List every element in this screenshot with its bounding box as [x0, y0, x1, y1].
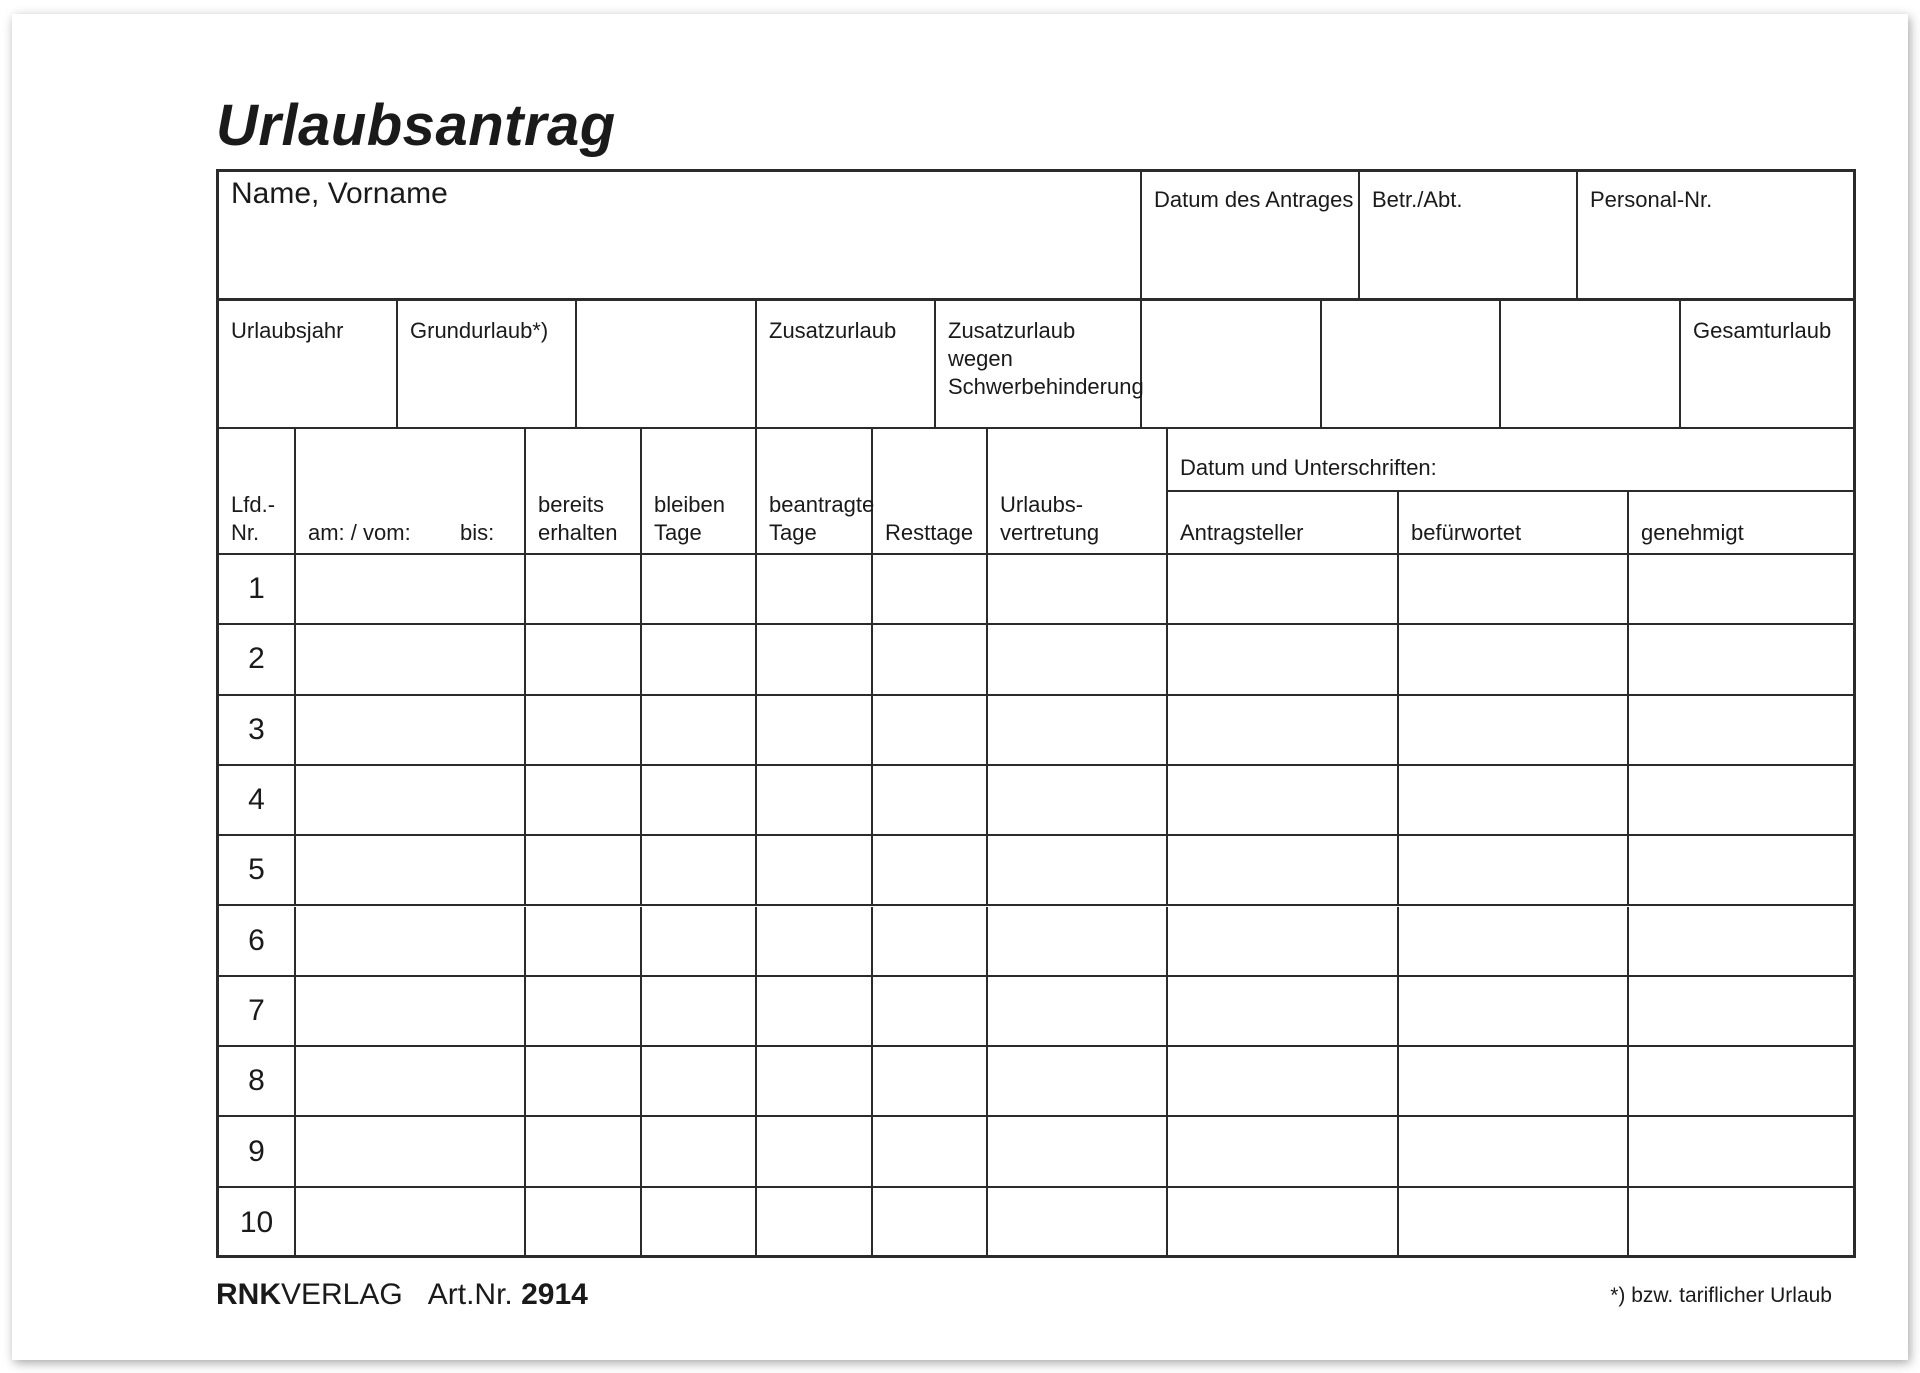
applicant-signature-cell[interactable] [1168, 555, 1399, 625]
rest-days-cell[interactable] [873, 555, 988, 625]
requested-cell[interactable] [757, 907, 873, 977]
recommended-signature-cell[interactable] [1399, 1047, 1629, 1117]
row-number-label: 2 [248, 642, 265, 676]
row-number-label: 9 [248, 1134, 265, 1168]
personnel-number-label: Personal-Nr. [1590, 187, 1713, 212]
remaining-cell[interactable] [642, 696, 757, 766]
applicant-signature-cell[interactable] [1168, 625, 1399, 695]
header-applicant [1168, 492, 1399, 555]
applicant-signature-cell[interactable] [1168, 1047, 1399, 1117]
header-requested-label-2: Tage [769, 520, 817, 545]
approved-signature-cell[interactable] [1629, 696, 1853, 766]
name-field[interactable] [219, 172, 1142, 300]
header-received-label-2: erhalten [538, 520, 618, 545]
disability-vacation-field[interactable] [936, 301, 1142, 429]
substitute-cell[interactable] [988, 1117, 1168, 1187]
requested-cell[interactable] [757, 696, 873, 766]
received-cell[interactable] [526, 977, 642, 1047]
header-applicant-label: Antragsteller [1180, 520, 1304, 545]
blank-field-1[interactable] [577, 301, 757, 429]
header-recommended-label: befürwortet [1411, 520, 1522, 545]
row-number-label: 7 [248, 993, 265, 1027]
received-cell[interactable] [526, 766, 642, 836]
blank-field-2[interactable] [1142, 301, 1322, 429]
substitute-cell[interactable] [988, 766, 1168, 836]
row-number [219, 907, 296, 977]
rest-days-cell[interactable] [873, 907, 988, 977]
substitute-cell[interactable] [988, 907, 1168, 977]
approved-signature-cell[interactable] [1629, 1188, 1853, 1258]
date-range-cell[interactable] [296, 1188, 526, 1258]
row-number [219, 555, 296, 625]
requested-cell[interactable] [757, 1047, 873, 1117]
requested-cell[interactable] [757, 1117, 873, 1187]
substitute-cell[interactable] [988, 1188, 1168, 1258]
approved-signature-cell[interactable] [1629, 1117, 1853, 1187]
applicant-signature-cell[interactable] [1168, 766, 1399, 836]
blank-field-3[interactable] [1322, 301, 1501, 429]
date-range-cell[interactable] [296, 625, 526, 695]
vacation-year-field[interactable] [219, 301, 398, 429]
header-remaining-label-1: bleiben [654, 492, 725, 517]
total-vacation-field[interactable] [1681, 301, 1853, 429]
remaining-cell[interactable] [642, 766, 757, 836]
date-range-cell[interactable] [296, 1117, 526, 1187]
row-number [219, 1117, 296, 1187]
substitute-cell[interactable] [988, 696, 1168, 766]
header-am-vom-label: am: / vom: [308, 520, 411, 545]
row-number [219, 696, 296, 766]
header-lfd-nr [219, 429, 296, 555]
received-cell[interactable] [526, 836, 642, 906]
rest-days-cell[interactable] [873, 977, 988, 1047]
form-sheet [12, 14, 1908, 1360]
substitute-cell[interactable] [988, 836, 1168, 906]
remaining-cell[interactable] [642, 836, 757, 906]
approved-signature-cell[interactable] [1629, 977, 1853, 1047]
remaining-cell[interactable] [642, 907, 757, 977]
personnel-number-field[interactable] [1578, 172, 1853, 300]
additional-vacation-label: Zusatzurlaub [769, 318, 897, 343]
substitute-cell[interactable] [988, 555, 1168, 625]
remaining-cell[interactable] [642, 625, 757, 695]
rest-days-cell[interactable] [873, 1047, 988, 1117]
publisher-brand: VERLAG [281, 1278, 403, 1311]
row-number [219, 1188, 296, 1258]
total-vacation-label: Gesamturlaub [1693, 318, 1832, 343]
applicant-signature-cell[interactable] [1168, 696, 1399, 766]
form-title: Urlaubsantrag [216, 93, 616, 158]
header-date-range [296, 429, 526, 555]
received-cell[interactable] [526, 1117, 642, 1187]
recommended-signature-cell[interactable] [1399, 836, 1629, 906]
header-lfd-label: Lfd.- [231, 492, 276, 517]
row-number-label: 5 [248, 853, 265, 887]
rest-days-cell[interactable] [873, 696, 988, 766]
requested-cell[interactable] [757, 977, 873, 1047]
disability-vacation-label-2: Schwerbehinderung [948, 374, 1144, 399]
header-substitute-label-2: vertretung [1000, 520, 1100, 545]
row-number-label: 4 [248, 783, 265, 817]
received-cell[interactable] [526, 625, 642, 695]
header-signatures-label: Datum und Unterschriften: [1180, 455, 1437, 480]
approved-signature-cell[interactable] [1629, 625, 1853, 695]
requested-cell[interactable] [757, 836, 873, 906]
requested-cell[interactable] [757, 1188, 873, 1258]
remaining-cell[interactable] [642, 1188, 757, 1258]
remaining-cell[interactable] [642, 1117, 757, 1187]
approved-signature-cell[interactable] [1629, 766, 1853, 836]
recommended-signature-cell[interactable] [1399, 1117, 1629, 1187]
rest-days-cell[interactable] [873, 625, 988, 695]
additional-vacation-field[interactable] [757, 301, 936, 429]
application-date-label: Datum des Antrages [1154, 187, 1354, 212]
applicant-signature-cell[interactable] [1168, 1188, 1399, 1258]
row-number-label: 1 [248, 572, 265, 606]
applicant-signature-cell[interactable] [1168, 836, 1399, 906]
date-range-cell[interactable] [296, 1047, 526, 1117]
row-number [219, 625, 296, 695]
header-received-label-1: bereits [538, 492, 605, 517]
blank-field-4[interactable] [1501, 301, 1681, 429]
header-substitute [988, 429, 1168, 555]
rest-days-cell[interactable] [873, 1117, 988, 1187]
date-range-cell[interactable] [296, 696, 526, 766]
row-number [219, 836, 296, 906]
publisher-info [216, 1278, 588, 1312]
substitute-cell[interactable] [988, 977, 1168, 1047]
recommended-signature-cell[interactable] [1399, 1188, 1629, 1258]
article-label: Art.Nr. [427, 1278, 513, 1311]
requested-cell[interactable] [757, 766, 873, 836]
applicant-signature-cell[interactable] [1168, 1117, 1399, 1187]
approved-signature-cell[interactable] [1629, 836, 1853, 906]
header-rest-days-label: Resttage [885, 520, 974, 545]
received-cell[interactable] [526, 1047, 642, 1117]
date-range-cell[interactable] [296, 977, 526, 1047]
rest-days-cell[interactable] [873, 836, 988, 906]
remaining-cell[interactable] [642, 555, 757, 625]
row-number [219, 1047, 296, 1117]
recommended-signature-cell[interactable] [1399, 907, 1629, 977]
received-cell[interactable] [526, 1188, 642, 1258]
header-approved-label: genehmigt [1641, 520, 1744, 545]
header-nr-label: Nr. [231, 520, 260, 545]
department-field[interactable] [1360, 172, 1578, 300]
header-approved [1629, 492, 1853, 555]
department-label: Betr./Abt. [1372, 187, 1463, 212]
disability-vacation-label-1: Zusatzurlaub wegen [948, 318, 1076, 371]
approved-signature-cell[interactable] [1629, 1047, 1853, 1117]
recommended-signature-cell[interactable] [1399, 766, 1629, 836]
header-requested-label-1: beantragte [769, 492, 875, 517]
requested-cell[interactable] [757, 555, 873, 625]
rest-days-cell[interactable] [873, 1188, 988, 1258]
received-cell[interactable] [526, 555, 642, 625]
rest-days-cell[interactable] [873, 766, 988, 836]
row-number [219, 977, 296, 1047]
recommended-signature-cell[interactable] [1399, 696, 1629, 766]
applicant-signature-cell[interactable] [1168, 907, 1399, 977]
recommended-signature-cell[interactable] [1399, 977, 1629, 1047]
substitute-cell[interactable] [988, 625, 1168, 695]
base-vacation-label: Grundurlaub*) [410, 318, 549, 343]
header-substitute-label-1: Urlaubs- [1000, 492, 1084, 517]
application-date-field[interactable] [1142, 172, 1360, 300]
requested-cell[interactable] [757, 625, 873, 695]
header-rest-days [873, 429, 988, 555]
vacation-request-form [216, 169, 1856, 1258]
header-remaining-label-2: Tage [654, 520, 702, 545]
substitute-cell[interactable] [988, 1047, 1168, 1117]
header-recommended [1399, 492, 1629, 555]
recommended-signature-cell[interactable] [1399, 625, 1629, 695]
row-number-label: 10 [239, 1205, 274, 1239]
name-label: Name, Vorname [231, 177, 448, 210]
header-remaining-days [642, 429, 757, 555]
vacation-year-label: Urlaubsjahr [231, 318, 344, 343]
row-number [219, 766, 296, 836]
base-vacation-field[interactable] [398, 301, 577, 429]
row-number-label: 8 [248, 1064, 265, 1098]
date-range-cell[interactable] [296, 555, 526, 625]
row-number-label: 6 [248, 923, 265, 957]
date-range-cell[interactable] [296, 907, 526, 977]
applicant-signature-cell[interactable] [1168, 977, 1399, 1047]
header-requested-days [757, 429, 873, 555]
recommended-signature-cell[interactable] [1399, 555, 1629, 625]
date-range-cell[interactable] [296, 836, 526, 906]
approved-signature-cell[interactable] [1629, 907, 1853, 977]
header-received [526, 429, 642, 555]
received-cell[interactable] [526, 907, 642, 977]
remaining-cell[interactable] [642, 977, 757, 1047]
row-number-label: 3 [248, 712, 265, 746]
header-signatures [1168, 429, 1853, 492]
footnote: *) bzw. tariflicher Urlaub [1610, 1284, 1832, 1307]
approved-signature-cell[interactable] [1629, 555, 1853, 625]
remaining-cell[interactable] [642, 1047, 757, 1117]
article-number: 2914 [521, 1278, 588, 1311]
publisher-brand-bold: RNK [216, 1278, 281, 1311]
date-range-cell[interactable] [296, 766, 526, 836]
received-cell[interactable] [526, 696, 642, 766]
header-bis-label: bis: [460, 520, 495, 545]
